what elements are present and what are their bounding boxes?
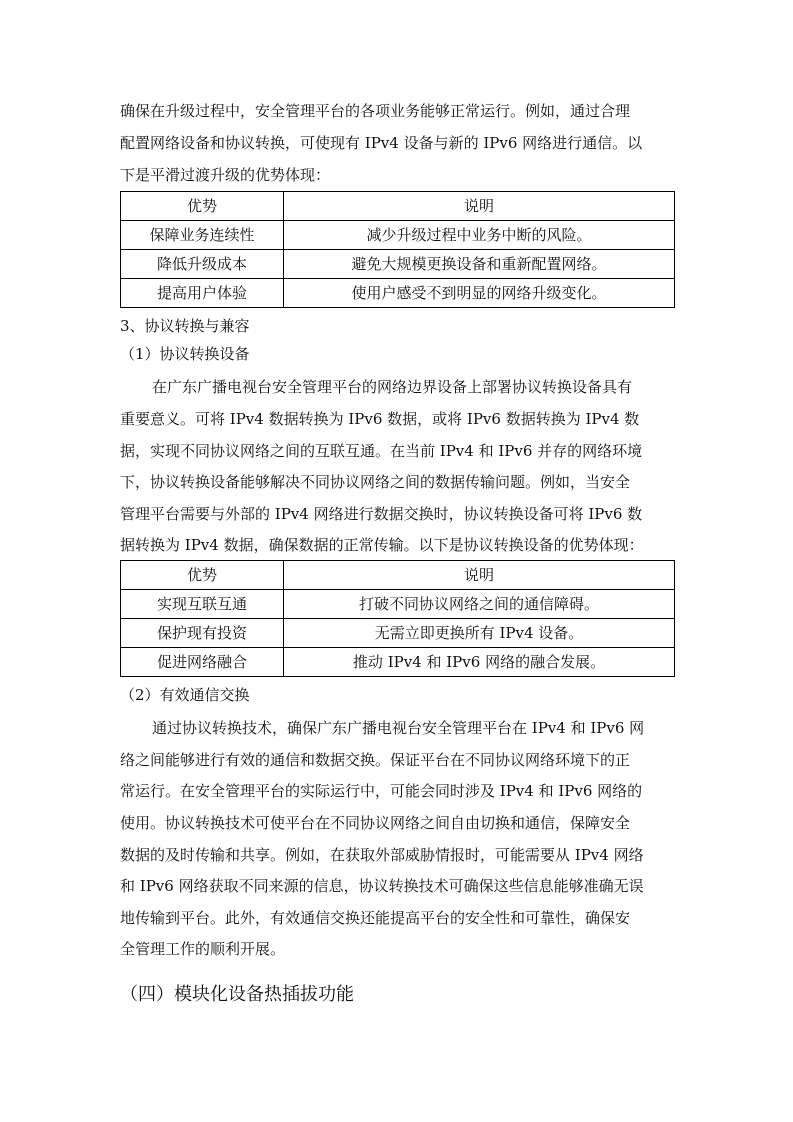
para2-line-6: 据转换为 IPv4 数据，确保数据的正常传输。以下是协议转换设备的优势体现： (120, 536, 644, 554)
advantages-table-protocol-conversion (120, 560, 675, 677)
table-cell: 无需立即更换所有 IPv4 设备。 (284, 619, 675, 648)
table-header-cell: 说明 (284, 192, 675, 221)
para1-line-3: 下是平滑过渡升级的优势体现： (120, 166, 331, 184)
table-cell: 避免大规模更换设备和重新配置网络。 (284, 250, 675, 279)
table-cell: 使用户感受不到明显的网络升级变化。 (284, 279, 675, 308)
table-header-cell: 优势 (121, 192, 284, 221)
para3-line-1: 通过协议转换技术，确保广东广播电视台安全管理平台在 IPv4 和 IPv6 网 (152, 719, 645, 737)
para3-line-6: 和 IPv6 网络获取不同来源的信息，协议转换技术可确保这些信息能够准确无误 (120, 877, 644, 895)
subsection-1-title: （1）协议转换设备 (120, 345, 250, 363)
para3-line-5: 数据的及时传输和共享。例如，在获取外部威胁情报时，可能需要从 IPv4 网络 (120, 846, 644, 864)
para2-line-2: 重要意义。可将 IPv4 数据转换为 IPv6 数据，或将 IPv6 数据转换为 IPv4 数 (120, 410, 640, 428)
table-header-row (121, 561, 675, 590)
table-cell: 打破不同协议网络之间的通信障碍。 (284, 590, 675, 619)
para3-line-8: 全管理工作的顺利开展。 (120, 940, 286, 958)
para3-line-2: 络之间能够进行有效的通信和数据交换。保证平台在不同协议网络环境下的正 (120, 751, 631, 769)
para2-line-1: 在广东广播电视台安全管理平台的网络边界设备上部署协议转换设备具有 (152, 378, 633, 396)
para2-line-5: 管理平台需要与外部的 IPv4 网络进行数据交换时，协议转换设备可将 IPv6 数 (120, 505, 643, 523)
table-cell: 保护现有投资 (121, 619, 284, 648)
table-cell: 提高用户体验 (121, 279, 284, 308)
table-row (121, 250, 675, 279)
table-header-cell: 优势 (121, 561, 284, 590)
table-row (121, 279, 675, 308)
table-cell: 实现互联互通 (121, 590, 284, 619)
table-cell: 促进网络融合 (121, 648, 284, 677)
subsection-2-title: （2）有效通信交换 (120, 686, 250, 704)
table-cell: 保障业务连续性 (121, 221, 284, 250)
table-row (121, 590, 675, 619)
para3-line-3: 常运行。在安全管理平台的实际运行中，可能会同时涉及 IPv4 和 IPv6 网络的 (120, 782, 643, 800)
para1-line-1: 确保在升级过程中，安全管理平台的各项业务能够正常运行。例如，通过合理 (120, 102, 631, 120)
advantages-table-smooth-upgrade (120, 191, 675, 308)
section-4-heading: （四）模块化设备热插拔功能 (120, 984, 354, 1005)
para3-line-4: 使用。协议转换技术可使平台在不同协议网络之间自由切换和通信，保障安全 (120, 814, 631, 832)
table-header-row (121, 192, 675, 221)
table-row (121, 619, 675, 648)
table-row (121, 648, 675, 677)
section-3-title: 3、协议转换与兼容 (120, 317, 250, 335)
table-cell: 推动 IPv4 和 IPv6 网络的融合发展。 (284, 648, 675, 677)
para2-line-3: 据，实现不同协议网络之间的互联互通。在当前 IPv4 和 IPv6 并存的网络环境 (120, 442, 643, 460)
table-row (121, 221, 675, 250)
table-cell: 降低升级成本 (121, 250, 284, 279)
table-cell: 减少升级过程中业务中断的风险。 (284, 221, 675, 250)
para3-line-7: 地传输到平台。此外，有效通信交换还能提高平台的安全性和可靠性，确保安 (120, 909, 631, 927)
para2-line-4: 下，协议转换设备能够解决不同协议网络之间的数据传输问题。例如，当安全 (120, 473, 631, 491)
table-header-cell: 说明 (284, 561, 675, 590)
para1-line-2: 配置网络设备和协议转换，可使现有 IPv4 设备与新的 IPv6 网络进行通信。以 (120, 134, 643, 152)
